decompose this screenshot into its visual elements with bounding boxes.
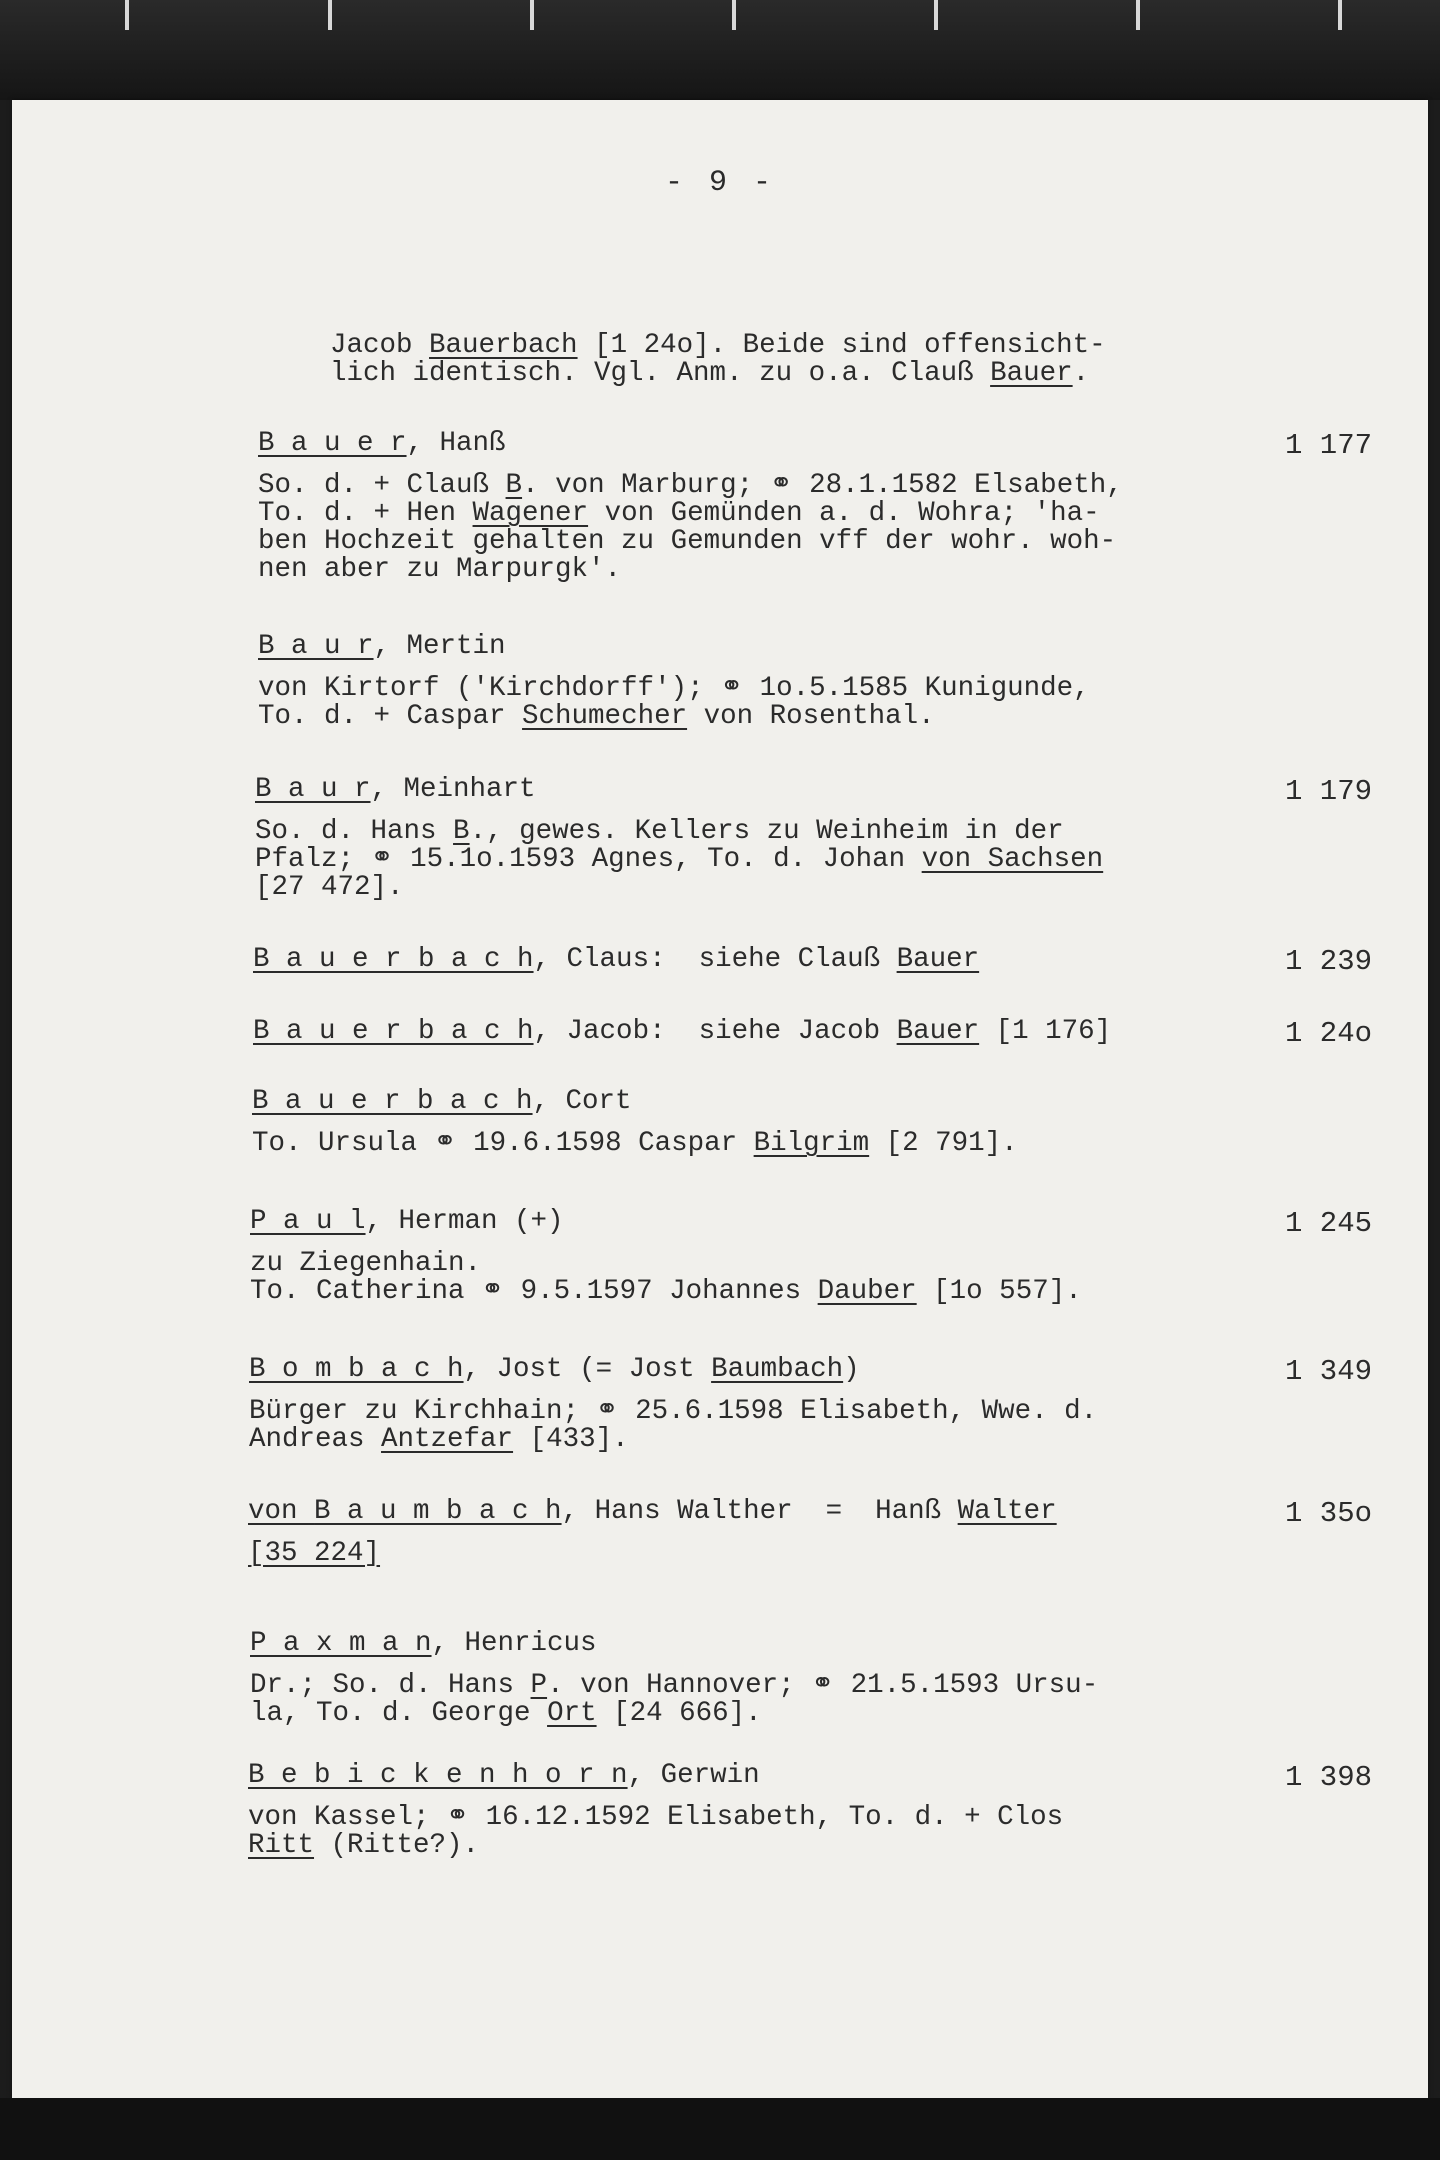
page-number: - 9 - [664, 166, 775, 200]
underlined-name: Dauber [817, 1276, 917, 1307]
text-run: la, To. d. George [250, 1698, 548, 1729]
underlined-name: B [505, 470, 523, 501]
entry-heading-tail: ) [843, 1354, 860, 1385]
entry-heading [249, 1356, 1372, 1390]
text-run: Bürger zu Kirchhain; ⚭ 25.6.1598 Elisabeth, Wwe. d. [249, 1396, 1098, 1427]
entry-given-name: , Meinhart [370, 774, 536, 805]
entry-number: 1 398 [1284, 1761, 1372, 1794]
text-run: So. d. + Clauß [258, 470, 506, 501]
text-line [258, 500, 1372, 528]
text-run: . von Marburg; ⚭ 28.1.1582 Elsabeth, [522, 470, 1123, 501]
text-line [250, 1700, 1372, 1728]
register-entry [250, 1208, 1372, 1306]
entry-heading [250, 1630, 1372, 1664]
entry-surname: B a u e r b a c h [252, 1086, 533, 1117]
document-page [12, 100, 1428, 2098]
register-entry [248, 1498, 1372, 1568]
film-tick [328, 0, 332, 30]
entry-heading [248, 1762, 1372, 1796]
entry-body [250, 1672, 1372, 1728]
entry-heading [258, 633, 1372, 667]
underlined-name: Ritt [248, 1830, 315, 1861]
text-run: [2 791]. [869, 1128, 1018, 1159]
text-run: To. Catherina ⚭ 9.5.1597 Johannes [250, 1276, 818, 1307]
intro-paragraph [330, 332, 1230, 388]
entry-surname: B e b i c k e n h o r n [248, 1760, 628, 1791]
entry-body [250, 1250, 1372, 1306]
cross-reference-name: Walter [957, 1496, 1057, 1527]
entry-body [255, 818, 1372, 902]
text-run: [1 24o]. Beide sind offensicht- [577, 330, 1106, 361]
text-line [249, 1426, 1372, 1454]
text-run: von Kirtorf ('Kirchdorff'); ⚭ 1o.5.1585 Kunigunde, [258, 673, 1090, 704]
entry-given-name: , Cort [532, 1086, 632, 1117]
entry-number: 1 177 [1284, 429, 1372, 462]
entry-number: 1 349 [1284, 1355, 1372, 1388]
entry-number: 1 179 [1284, 775, 1372, 808]
text-line [249, 1398, 1372, 1426]
underlined-name: [35 224] [248, 1538, 381, 1569]
underlined-name: Ort [547, 1698, 597, 1729]
entry-surname: P a x m a n [250, 1628, 432, 1659]
text-line [258, 675, 1372, 703]
intro-text [330, 332, 1230, 388]
text-run: Jacob [330, 330, 430, 361]
film-tick [934, 0, 938, 30]
film-tick [1338, 0, 1342, 30]
entry-body [258, 675, 1372, 731]
register-entry [255, 776, 1372, 902]
text-run: . [1072, 358, 1090, 389]
text-run: [433]. [513, 1424, 629, 1455]
text-run: (Ritte?). [314, 1830, 480, 1861]
film-tick [732, 0, 736, 30]
entry-heading [248, 1498, 1372, 1532]
film-strip-top [0, 0, 1440, 100]
entry-number: 1 35o [1284, 1497, 1372, 1530]
cross-reference-name: Bauer [896, 944, 980, 975]
text-run: nen aber zu Marpurgk'. [258, 554, 622, 585]
entry-surname: P a u l [250, 1206, 366, 1237]
entry-number: 1 245 [1284, 1207, 1372, 1240]
text-run: [1o 557]. [916, 1276, 1082, 1307]
text-run: Pfalz; ⚭ 15.1o.1593 Agnes, To. d. Johan [255, 844, 922, 875]
entry-heading-tail: [1 176] [979, 1016, 1112, 1047]
entry-surname: B a u r [255, 774, 371, 805]
entry-heading [255, 776, 1372, 810]
register-entry [249, 1356, 1372, 1454]
film-tick [125, 0, 129, 30]
text-line [258, 556, 1372, 584]
text-run: Dr.; So. d. Hans [250, 1670, 531, 1701]
text-run: zu Ziegenhain. [250, 1248, 482, 1279]
text-line [248, 1540, 1372, 1568]
text-run: So. d. Hans [255, 816, 454, 847]
cross-reference-name: Baumbach [711, 1354, 844, 1385]
entry-surname: B a u e r b a c h [253, 1016, 534, 1047]
entry-number: 1 24o [1284, 1017, 1372, 1050]
text-run: To. d. + Hen [258, 498, 473, 529]
underlined-name: Bilgrim [753, 1128, 870, 1159]
text-line [258, 703, 1372, 731]
text-run: Andreas [249, 1424, 382, 1455]
register-entry [248, 1762, 1372, 1860]
text-run: To. d. + Caspar [258, 701, 523, 732]
text-run: To. Ursula ⚭ 19.6.1598 Caspar [252, 1128, 754, 1159]
underlined-name: Antzefar [381, 1424, 514, 1455]
entry-given-name: , Mertin [373, 631, 506, 662]
text-run: lich identisch. Vgl. Anm. zu o.a. Clauß [330, 358, 991, 389]
text-line [250, 1672, 1372, 1700]
text-line [250, 1250, 1372, 1278]
text-run: von Gemünden a. d. Wohra; 'ha- [588, 498, 1100, 529]
entry-surname: B a u r [258, 631, 374, 662]
register-entry [258, 633, 1372, 731]
entry-given-name: , Jacob: siehe Jacob [533, 1016, 897, 1047]
underlined-name: Wagener [472, 498, 589, 529]
text-run: . von Hannover; ⚭ 21.5.1593 Ursu- [547, 1670, 1099, 1701]
text-run: [27 472]. [255, 872, 404, 903]
text-line [330, 360, 1230, 388]
register-entry [250, 1630, 1372, 1728]
film-tick [530, 0, 534, 30]
register-entry [253, 1018, 1372, 1052]
underlined-name: P [530, 1670, 548, 1701]
entry-body [248, 1540, 1372, 1568]
underlined-name: Bauerbach [429, 330, 578, 361]
register-entry [253, 946, 1372, 980]
text-run: ben Hochzeit gehalten zu Gemunden vff der wohr. woh- [258, 526, 1117, 557]
entry-body [258, 472, 1372, 584]
entry-given-name: , Jost (= Jost [463, 1354, 712, 1385]
text-run: von Rosenthal. [687, 701, 935, 732]
film-tick [1136, 0, 1140, 30]
entry-surname: B o m b a c h [249, 1354, 464, 1385]
entry-number: 1 239 [1284, 945, 1372, 978]
entry-given-name: , Henricus [431, 1628, 597, 1659]
text-line [248, 1832, 1372, 1860]
text-line [330, 332, 1230, 360]
cross-reference-name: Bauer [896, 1016, 980, 1047]
text-line [258, 528, 1372, 556]
entry-given-name: , Gerwin [627, 1760, 760, 1791]
text-line [248, 1804, 1372, 1832]
underlined-name: Schumecher [522, 701, 688, 732]
film-strip-bottom [0, 2098, 1440, 2160]
entry-surname: B a u e r b a c h [253, 944, 534, 975]
register-entry [258, 430, 1372, 584]
entry-given-name: , Claus: siehe Clauß [533, 944, 897, 975]
text-line [255, 874, 1372, 902]
entry-given-name: , Hans Walther = Hanß [561, 1496, 958, 1527]
entry-heading [253, 1018, 1372, 1052]
entry-heading [252, 1088, 1372, 1122]
entry-surname: B a u m b a c h [314, 1496, 562, 1527]
text-line [255, 846, 1372, 874]
entry-surname: B a u e r [258, 428, 407, 459]
text-run: [24 666]. [596, 1698, 762, 1729]
text-line [255, 818, 1372, 846]
text-line [258, 472, 1372, 500]
entry-heading [250, 1208, 1372, 1242]
text-run: von Kassel; ⚭ 16.12.1592 Elisabeth, To. d. + Clos [248, 1802, 1064, 1833]
text-line [252, 1130, 1372, 1158]
entry-body [252, 1130, 1372, 1158]
entry-body [248, 1804, 1372, 1860]
underlined-name: B [453, 816, 470, 847]
underlined-name: von Sachsen [921, 844, 1104, 875]
underlined-name: Bauer [990, 358, 1073, 389]
text-run: ., gewes. Kellers zu Weinheim in der [469, 816, 1064, 847]
entry-name-prefix: von [248, 1496, 315, 1527]
register-entry [252, 1088, 1372, 1158]
entry-heading [258, 430, 1372, 464]
entry-body [249, 1398, 1372, 1454]
entry-heading [253, 946, 1372, 980]
text-line [250, 1278, 1372, 1306]
entry-given-name: , Hanß [406, 428, 506, 459]
entry-given-name: , Herman (+) [365, 1206, 564, 1237]
